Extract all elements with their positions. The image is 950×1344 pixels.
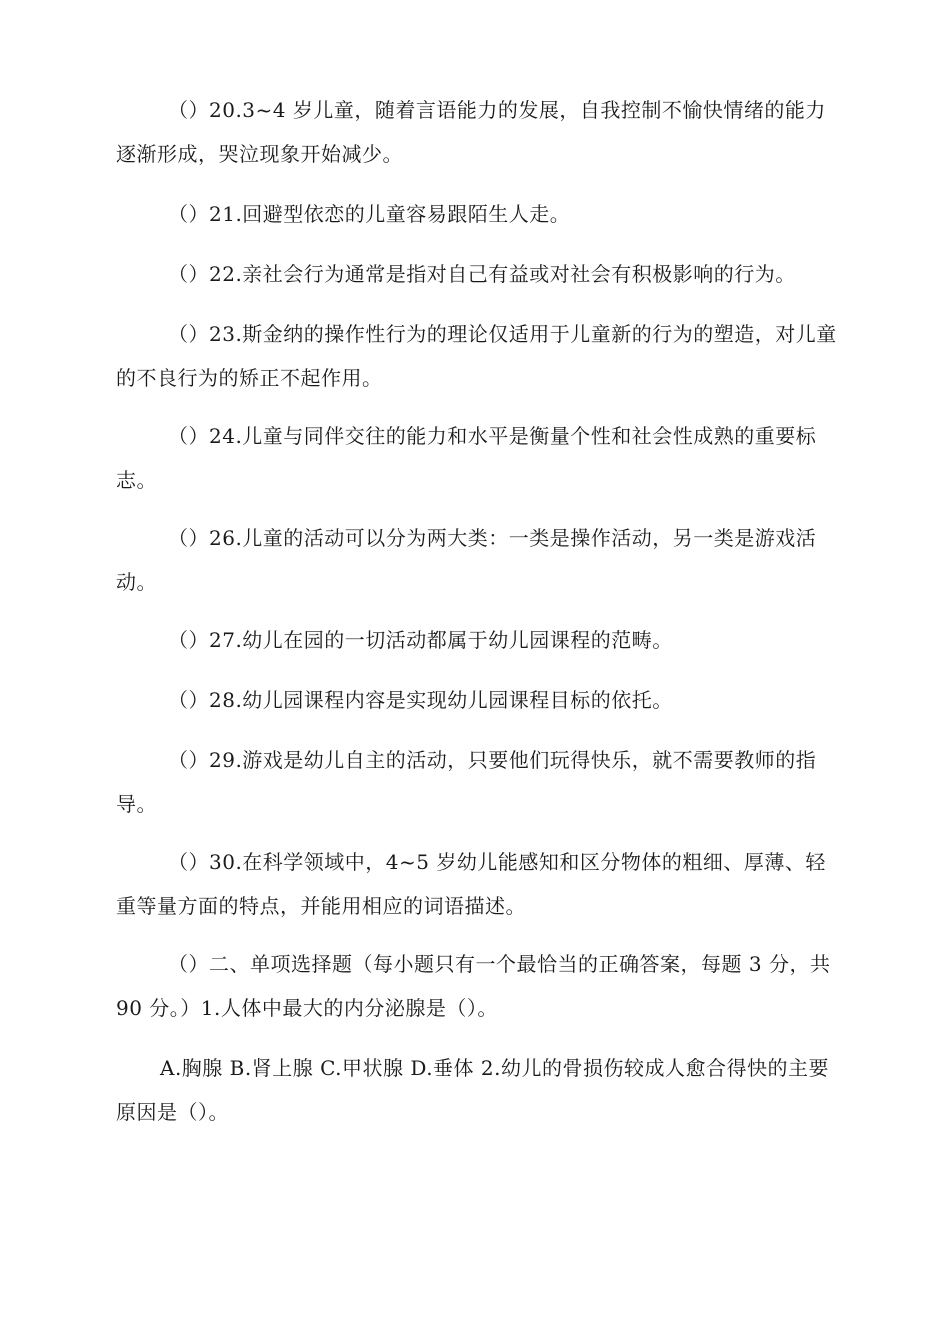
question-20: （）20.3~4 岁儿童，随着言语能力的发展，自我控制不愉快情绪的能力逐渐形成，哭泣现象开始减少。: [116, 98, 826, 166]
question-30: （）30.在科学领域中，4~5 岁幼儿能感知和区分物体的粗细、厚薄、轻重等量方面的特点，并能用相应的词语描述。: [116, 850, 826, 918]
section-2-heading-question-1: （）二、单项选择题（每小题只有一个最恰当的正确答案，每题 3 分，共 90 分。）1.人体中最大的内分泌腺是（）。: [116, 952, 831, 1020]
question-28: （）28.幼儿园课程内容是实现幼儿园课程目标的依托。: [168, 688, 673, 712]
question-22: （）22.亲社会行为通常是指对自己有益或对社会有积极影响的行为。: [168, 262, 796, 286]
question-29: （）29.游戏是幼儿自主的活动，只要他们玩得快乐，就不需要教师的指导。: [116, 748, 817, 816]
question-21: （）21.回避型依恋的儿童容易跟陌生人走。: [168, 202, 571, 226]
question-23: （）23.斯金纳的操作性行为的理论仅适用于儿童新的行为的塑造，对儿童的不良行为的矫正不起作用。: [116, 322, 837, 390]
question-27: （）27.幼儿在园的一切活动都属于幼儿园课程的范畴。: [168, 628, 673, 652]
question-26: （）26.儿童的活动可以分为两大类：一类是操作活动，另一类是游戏活动。: [116, 526, 817, 594]
question-24: （）24.儿童与同伴交往的能力和水平是衡量个性和社会性成熟的重要标志。: [116, 424, 817, 492]
options-and-question-2: A.胸腺 B.肾上腺 C.甲状腺 D.垂体 2.幼儿的骨损伤较成人愈合得快的主要原因是（）。: [116, 1056, 829, 1124]
